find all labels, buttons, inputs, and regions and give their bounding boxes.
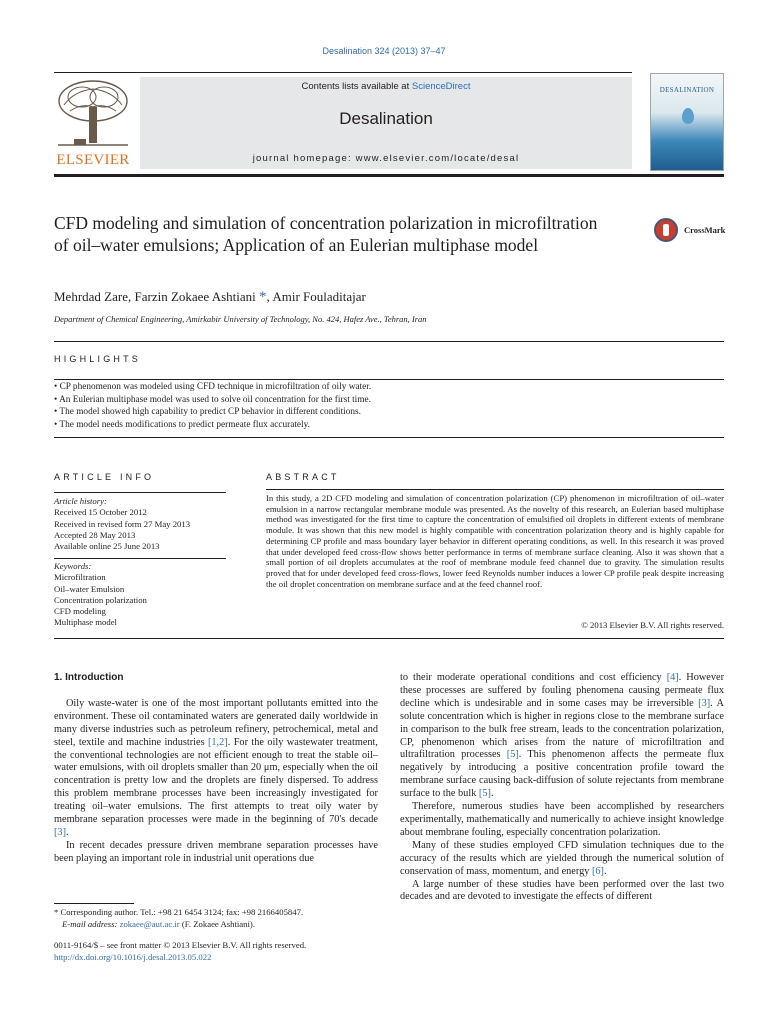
footnote-rule — [54, 903, 134, 904]
corresponding-author-link[interactable]: * — [259, 289, 267, 305]
keywords — [54, 561, 226, 629]
crossmark-button[interactable] — [654, 218, 734, 244]
journal-info-panel — [140, 77, 632, 169]
issn-line: 0011-9164/$ – see front matter © 2013 Elsevier B.V. All rights reserved. — [54, 940, 307, 950]
header-rule — [54, 72, 632, 73]
abstract-heading: ABSTRACT — [266, 472, 340, 482]
highlight-item: • CP phenomenon was modeled using CFD technique in microfiltration of oily water. — [54, 382, 372, 392]
citation-link[interactable]: [3] — [54, 826, 67, 838]
section-title: 1. Introduction — [54, 672, 124, 683]
keyword-item: Concentration polarization — [54, 594, 147, 605]
intro-paragraph-6: A large number of these studies have been performed over the last two decades and are devoted to investigate the effects of different — [400, 878, 724, 903]
history-item: Accepted 28 May 2013 — [54, 529, 136, 540]
intro-paragraph-1 — [54, 698, 378, 840]
text-run: . However these processes are suffered by fouling phenomena causing permeate flux decline which is undesirable and in some cases may be irreversible — [400, 672, 724, 709]
text-run: to their moderate operational conditions and cost efficiency — [400, 672, 667, 683]
cover-title: DESALINATION — [659, 86, 715, 94]
keyword-item: Microfiltration — [54, 572, 106, 583]
highlights-heading: HIGHLIGHTS — [54, 354, 142, 364]
contents-line — [140, 81, 632, 92]
citation-link[interactable]: [5] — [506, 749, 519, 761]
citation-link[interactable]: [4] — [666, 672, 679, 683]
imprint — [54, 940, 378, 963]
text-run: . — [490, 788, 494, 800]
journal-citation-link[interactable]: Desalination 324 (2013) 37–47 — [322, 46, 446, 56]
article-title: CFD modeling and simulation of concentration polarization in microfiltration of oil–water emulsions; Application of an Eulerian multiphase model — [54, 213, 598, 255]
body-right-column — [400, 672, 724, 904]
authors-after: , Amir Fouladitajar — [266, 289, 366, 304]
citation-link[interactable]: [1,2] — [207, 736, 228, 748]
highlights-list — [54, 381, 724, 431]
email-suffix: (F. Zokaee Ashtiani). — [179, 918, 255, 929]
keyword-item: Multiphase model — [54, 617, 117, 628]
highlight-item: • The model showed high capability to predict CP behavior in different conditions. — [54, 407, 361, 417]
history-item: Available online 25 June 2013 — [54, 541, 160, 552]
text-run: . — [66, 826, 69, 838]
journal-name: Desalination — [339, 109, 433, 128]
history-item: Received in revised form 27 May 2013 — [54, 518, 191, 529]
keywords-rule — [54, 558, 226, 559]
keyword-item: Oil–water Emulsion — [54, 583, 125, 594]
citation-link[interactable]: [5] — [478, 788, 491, 800]
email-link[interactable]: zokaee@aut.ac.ir — [119, 918, 180, 929]
keyword-item: CFD modeling — [54, 606, 106, 617]
text-run: . This phenomenon affects the permeate flux negatively by introducing a positive concentration profile toward the membrane surface causing back-diffusion of solute rejectants from membrane surface to the bulk — [400, 749, 724, 800]
authors-before: Mehrdad Zare, Farzin Zokaee Ashtiani — [54, 289, 260, 304]
text-run: Many of these studies employed CFD simulation techniques due to the accuracy of the results which are yielded through the numerical solution of conservation of mass, momentum, and energy — [400, 839, 724, 877]
doi-link[interactable]: http://dx.doi.org/10.1016/j.desal.2013.05.022 — [54, 951, 212, 962]
elsevier-logo[interactable] — [54, 77, 132, 169]
author-list — [54, 289, 366, 306]
abstract-text: In this study, a 2D CFD modeling and simulation of concentration polarization (CP) phenomenon in microfiltration of oil–water emulsion in a narrow rectangular membrane module was presented. As the novelty of this research, an Eulerian based multiphase method was investigated for the first time to capture the concentration of emulsified oil droplets in different extents of membrane module. It was shown that this new model is highly compatible with concentration polarization theory and is highly capable for determining CP profile and mass boundary layer behavior in different operating conditions, as well. In this research it was proved that under developed feed cross-flow shows better performance in terms of membrane surface cleaning. Also it was shown that a small portion of oil droplets accumulates at the roof of membrane module feed channel due to gravity. The simulation results proved that for under developed feed cross-flows, lower feed Reynolds number induces a lower CP profile peak despite increasing the oil droplet concentration on membrane surface and at the feed channel roof. — [266, 493, 724, 589]
article-info-heading: ARTICLE INFO — [54, 472, 155, 482]
intro-paragraph-3 — [400, 672, 724, 801]
corresponding-author-note: * Corresponding author. Tel.: +98 21 6454 3124; fax: +98 2166405847. — [54, 907, 304, 917]
text-run: . For the oily wastewater treatment, the conventional technologies are not efficient enough to treat the stable oil–water emulsions, with oil droplets smaller than 20 μm, especially when the oil concentration is pretty low and the droplets are finely dispersed. To address this problem membrane processes have been increasingly investigated for treating oil–water emulsions. The first attempts to treat oily water by membrane separation processes were made in the beginning of 70's decade — [54, 736, 378, 826]
journal-homepage[interactable]: journal homepage: www.elsevier.com/locate/desal — [252, 153, 520, 164]
abstract-copyright: © 2013 Elsevier B.V. All rights reserved. — [581, 620, 724, 630]
abstract-rule-bottom — [54, 638, 724, 639]
footnote — [54, 907, 378, 930]
history-item: Received 15 October 2012 — [54, 507, 147, 518]
article-info — [54, 496, 226, 552]
keywords-label: Keywords: — [54, 561, 92, 571]
crossmark-icon — [654, 218, 678, 242]
affiliation: Department of Chemical Engineering, Amirkabir University of Technology, No. 424, Hafez Ave., Tehran, Iran — [54, 314, 427, 324]
highlight-item: • The model needs modifications to predict permeate flux accurately. — [54, 419, 310, 430]
divider — [54, 341, 724, 342]
crossmark-label: CrossMark — [684, 225, 726, 235]
sciencedirect-link[interactable]: ScienceDirect — [411, 81, 471, 92]
text-run: Oily waste-water is one of the most important pollutants emitted into the environment. These oil contaminated waters are generated daily worldwide in many diverse industries such as petroleum refinery, petrochemical, metal and steel, textile and machine industries — [54, 697, 378, 748]
abstract-rule-top — [266, 489, 724, 490]
highlights-rule-top — [54, 379, 724, 380]
water-drop-icon — [682, 108, 694, 124]
banner-rule — [54, 174, 724, 177]
email-line — [54, 919, 378, 931]
intro-paragraph-4: Therefore, numerous studies have been accomplished by researchers experimentally, mathematically and numerically to achieve insight knowledge about membrane fouling, especially concentration polarization. — [400, 801, 724, 838]
tree-icon — [54, 77, 132, 149]
email-label: E-mail address: — [62, 918, 120, 929]
article-info-rule — [54, 492, 226, 493]
intro-paragraph-5 — [400, 840, 724, 879]
citation-link[interactable]: [3] — [698, 697, 711, 709]
text-run: . — [604, 865, 607, 877]
text-run: . A solute concentration which is higher in regions close to the membrane surface in comparison to the bulk free stream, leads to the concentration polarization, CP, phenomenon which arises from the nature of microfiltration and ultrafiltration processes — [400, 697, 724, 761]
highlight-item: • An Eulerian multiphase model was used to solve oil concentration for the first time. — [54, 394, 371, 405]
citation-link[interactable]: [6] — [591, 865, 604, 877]
body-left-column — [54, 672, 378, 866]
intro-paragraph-2: In recent decades pressure driven membrane separation processes have been playing an important role in industrial unit operations due — [54, 839, 378, 864]
journal-cover-image[interactable] — [650, 73, 724, 171]
highlights-rule-bottom — [54, 437, 724, 438]
contents-prefix: Contents lists available at — [301, 81, 412, 92]
elsevier-wordmark: ELSEVIER — [56, 152, 130, 168]
journal-banner — [54, 77, 724, 173]
history-label: Article history: — [54, 496, 107, 506]
